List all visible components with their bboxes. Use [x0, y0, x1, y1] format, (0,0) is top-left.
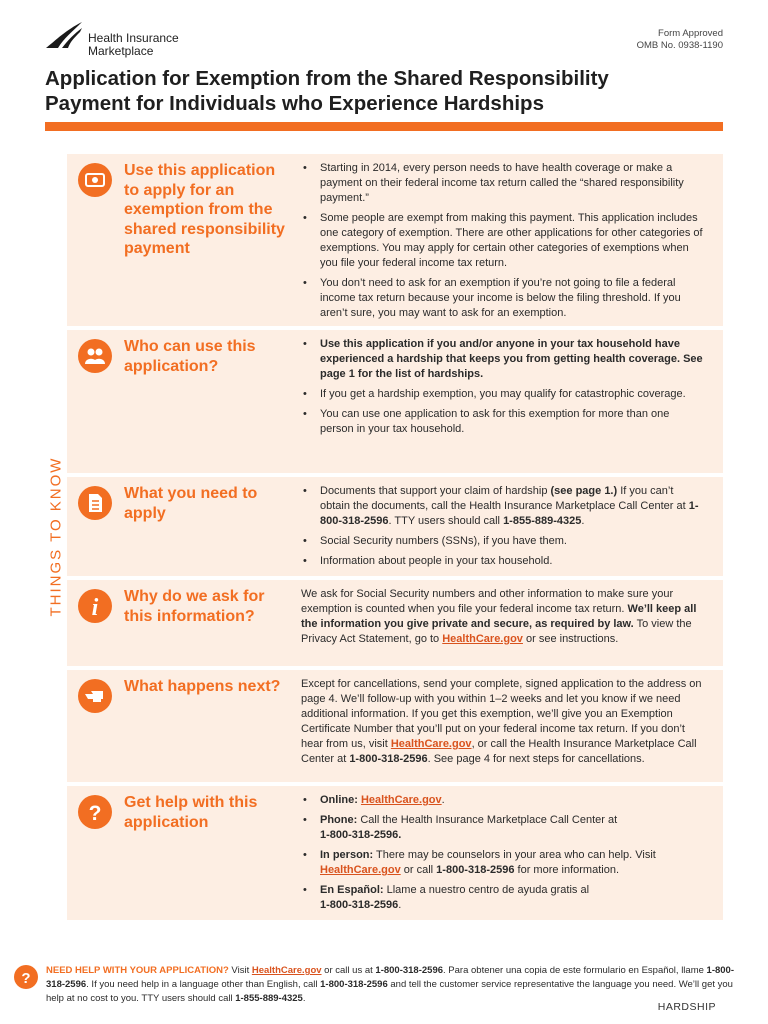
logo-line-1: Health Insurance [88, 31, 179, 45]
phone-number: 1-800-318-2596 [436, 864, 515, 876]
text: or see instructions. [522, 633, 619, 645]
question-icon [78, 795, 112, 829]
text: . TTY users should call [388, 515, 504, 527]
section-title: Get help with this application [124, 794, 258, 831]
list-item-in-person [301, 848, 705, 878]
list-item: • You can use one application to ask for this exemption for more than one person in your tax household. [301, 407, 705, 437]
list-item: • Some people are exempt from making this payment. This application includes one category of exemption. There are other applications for other categories of exemptions. You may apply for certain other categories of exemptions when you file your federal income tax return. [301, 211, 705, 271]
title-accent-bar [45, 122, 723, 131]
section-what-you-need [67, 477, 723, 576]
label: Phone: [320, 814, 358, 826]
text: . Para obtener una copia de este formulario en Español, llame [443, 965, 707, 976]
pointing-hand-icon [78, 679, 112, 713]
label: En Español: [320, 884, 384, 896]
section-use-application [67, 154, 723, 326]
form-approved-text: Form Approved [658, 28, 723, 39]
section-head [67, 670, 294, 782]
healthcare-gov-link[interactable]: HealthCare.gov [390, 738, 472, 750]
section-title: Who can use this application? [124, 338, 256, 375]
list-item: • You don’t need to ask for an exemption if you’re not going to file a federal income tax return because your income is below the filing threshold. If you aren’t sure, you may want to ask for an exemption. [301, 276, 705, 321]
phone-number: 1-800-318-2596 [320, 979, 388, 990]
section-body [301, 337, 705, 442]
page-title-line-2: Payment for Individuals who Experience Hardships [45, 92, 544, 115]
svg-text:i: i [91, 595, 99, 621]
bold-text: (see page 1.) [550, 485, 618, 497]
section-body [301, 161, 705, 326]
form-approval-block [637, 28, 723, 52]
logo-swoosh-icon [44, 20, 84, 50]
section-title: What happens next? [124, 678, 281, 695]
phone-number: 1-800-318-2596 [46, 965, 735, 990]
section-title: Use this application to apply for an exemption from the shared responsibility payment [124, 162, 285, 257]
page-title [45, 66, 725, 116]
section-what-happens-next [67, 670, 723, 782]
phone-number: 1-800-318-2596. [320, 829, 402, 841]
list-item-online [301, 793, 705, 808]
paragraph [301, 677, 705, 767]
question-icon [14, 965, 38, 989]
text: . If you need help in a language other than English, call [86, 979, 321, 990]
phone-number: 1-800-318-2596 [375, 965, 444, 976]
phone-number: 1-800-318-2596 [320, 899, 399, 911]
healthcare-gov-link[interactable]: HealthCare.gov [360, 794, 442, 806]
text: Call the Health Insurance Marketplace Call Center at [357, 814, 618, 826]
healthcare-gov-link[interactable]: HealthCare.gov [320, 864, 401, 876]
need-help-heading: NEED HELP WITH YOUR APPLICATION? [46, 965, 229, 976]
section-get-help [67, 786, 723, 920]
logo-line-2: Marketplace [88, 44, 154, 58]
page-title-line-1: Application for Exemption from the Shared Responsibility [45, 67, 609, 90]
text: Llame a nuestro centro de ayuda gratis al [383, 884, 590, 896]
section-title: Why do we ask for this information? [124, 588, 265, 625]
list-item: • Social Security numbers (SSNs), if you have them. [301, 534, 705, 549]
section-why-ask [67, 580, 723, 666]
document-icon [78, 486, 112, 520]
bold-text: We’ll keep all the information you give private and secure, as required by law. [301, 603, 697, 630]
tty-number: 1-855-889-4325 [235, 993, 303, 1004]
money-icon [78, 163, 112, 197]
list-item: • Information about people in your tax household. [301, 554, 705, 569]
info-icon [78, 589, 112, 623]
bold-text: Use this application if you and/or anyone in your tax household have experienced a hardship that keeps you from getting health coverage. See page 1 for the list of hardships. [320, 338, 703, 380]
list-item: • If you get a hardship exemption, you may qualify for catastrophic coverage. [301, 387, 705, 402]
phone-number: 1-800-318-2596 [349, 753, 428, 765]
svg-text:?: ? [21, 970, 31, 987]
text: , or call the Health Insurance Marketplace Call Center at [301, 738, 697, 765]
svg-text:?: ? [88, 802, 102, 825]
text: or call [400, 864, 437, 876]
text: . [398, 899, 402, 911]
phone-number: 1-800-318-2596 [320, 500, 699, 527]
section-who-can-use [67, 330, 723, 473]
text: . See page 4 for next steps for cancellations. [427, 753, 645, 765]
people-icon [78, 339, 112, 373]
label: Online: [320, 794, 358, 806]
section-head [67, 786, 294, 920]
section-head [67, 330, 294, 473]
text: . [581, 515, 585, 527]
list-item: • Starting in 2014, every person needs to have health coverage or make a payment on their federal income tax return called the “shared responsibility payment.” [301, 161, 705, 206]
text: for more information. [514, 864, 620, 876]
text: . [302, 993, 306, 1004]
text: and tell the customer service representative the language you need. We’ll get you help at no cost to you. TTY users should call [46, 979, 733, 1004]
form-code-label: HARDSHIP [657, 1001, 716, 1013]
text: We ask for Social Security numbers and other information to make sure your exemption is counted when you file your federal income tax return. [301, 588, 674, 615]
section-title: What you need to apply [124, 485, 258, 522]
list-item [301, 337, 705, 382]
text: There may be counselors in your area who can help. Visit [373, 849, 656, 861]
section-body [301, 484, 705, 574]
tty-number: 1-855-889-4325 [503, 515, 582, 527]
text: Visit [228, 965, 252, 976]
list-item-espanol [301, 883, 705, 913]
text: Except for cancellations, send your complete, signed application to the address on page 4. We’ll follow-up with you within 1–2 weeks and let you know if we need additional information. If you get this exemption, we’ll give you an Exemption Certificate Number that you’ll put on your federal income tax return. If you don’t hear from us, visit [301, 678, 702, 750]
footer-text [46, 964, 734, 1006]
section-body [301, 793, 705, 918]
text: To view the Privacy Act Statement, go to [301, 618, 692, 645]
paragraph [301, 587, 705, 647]
healthcare-gov-link[interactable]: HealthCare.gov [442, 633, 523, 645]
list-item [301, 484, 705, 529]
omb-number: OMB No. 0938-1190 [636, 40, 723, 51]
section-head [67, 580, 294, 666]
healthcare-gov-link[interactable]: HealthCare.gov [251, 965, 322, 976]
section-head [67, 154, 294, 326]
marketplace-logo [44, 20, 194, 60]
section-body [301, 587, 705, 647]
text: or call us at [321, 965, 376, 976]
text: Documents that support your claim of hardship [320, 485, 551, 497]
text: . [441, 794, 445, 806]
section-head [67, 477, 294, 576]
section-body [301, 677, 705, 767]
text: If you can’t obtain the documents, call the Health Insurance Marketplace Call Center at [320, 485, 689, 512]
side-label-text: THINGS TO KNOW [47, 456, 65, 617]
list-item-phone [301, 813, 705, 843]
label: In person: [320, 849, 374, 861]
